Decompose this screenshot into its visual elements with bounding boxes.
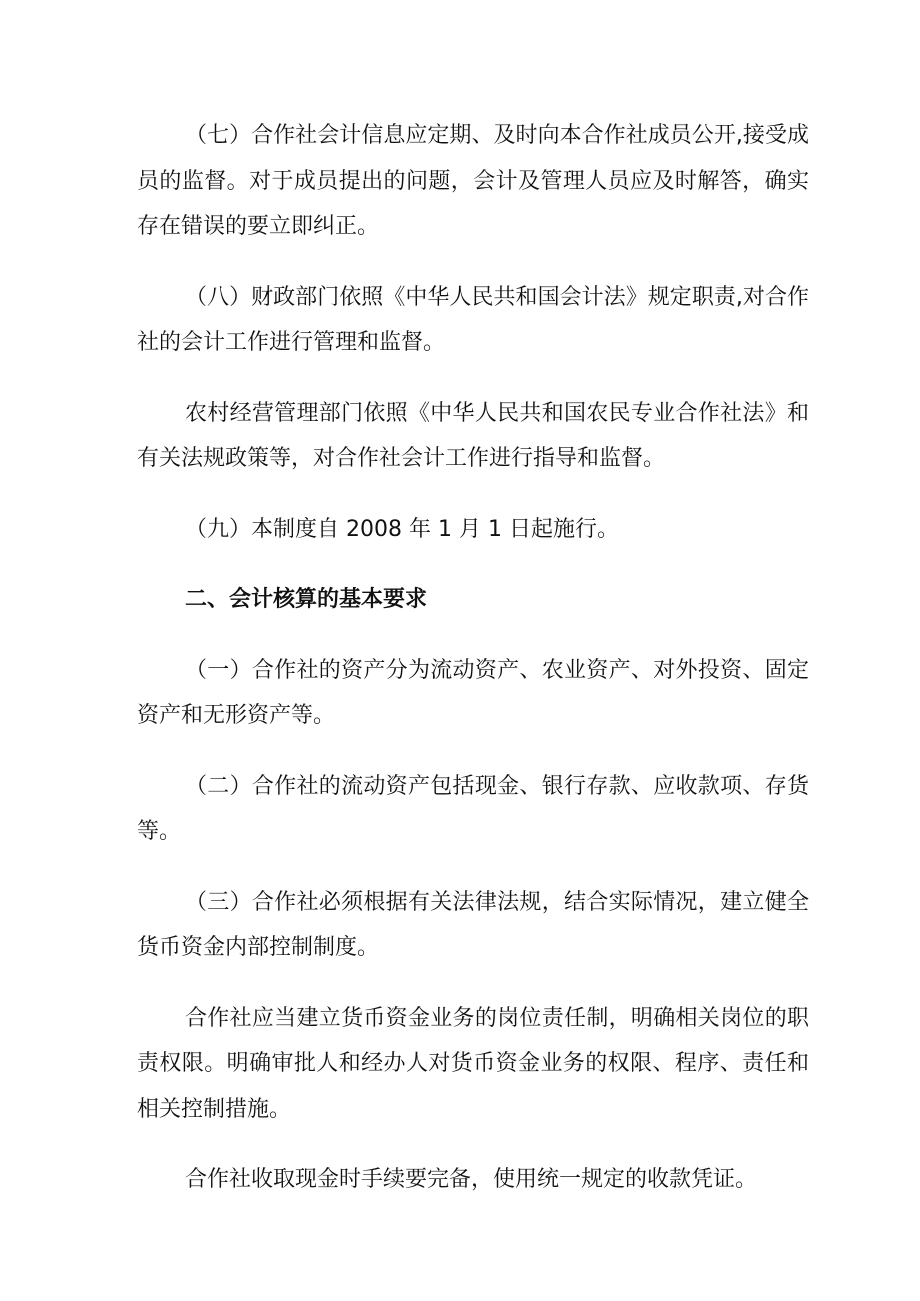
- paragraph-disclosure: （七）合作社会计信息应定期、及时向本合作社成员公开,接受成员的监督。对于成员提出的问题，会计及管理人员应及时解答，确实存在错误的要立即纠正。: [137, 123, 809, 239]
- paragraph-responsibility-system: 合作社应当建立货币资金业务的岗位责任制，明确相关岗位的职责权限。明确审批人和经办人对货币资金业务的权限、程序、责任和相关控制措施。: [137, 1005, 809, 1122]
- paragraph-current-assets: （二）合作社的流动资产包括现金、银行存款、应收款项、存货等。: [137, 773, 809, 844]
- paragraph-rural-guidance: 农村经营管理部门依照《中华人民共和国农民专业合作社法》和有关法规政策等，对合作社会计工作进行指导和监督。: [137, 400, 809, 471]
- paragraph-effective-date: （九）本制度自 2008 年 1 月 1 日起施行。: [185, 516, 619, 542]
- section-heading: 二、会计核算的基本要求: [185, 587, 428, 612]
- paragraph-asset-classes: （一）合作社的资产分为流动资产、农业资产、对外投资、固定资产和无形资产等。: [137, 657, 809, 728]
- paragraph-cash-receipts: 合作社收取现金时手续要完备，使用统一规定的收款凭证。: [185, 1167, 758, 1192]
- document-body: [137, 113, 809, 1203]
- paragraph-internal-control: （三）合作社必须根据有关法律法规，结合实际情况，建立健全货币资金内部控制制度。: [137, 889, 809, 960]
- paragraph-finance-supervision: （八）财政部门依照《中华人民共和国会计法》规定职责,对合作社的会计工作进行管理和监督。: [137, 284, 809, 355]
